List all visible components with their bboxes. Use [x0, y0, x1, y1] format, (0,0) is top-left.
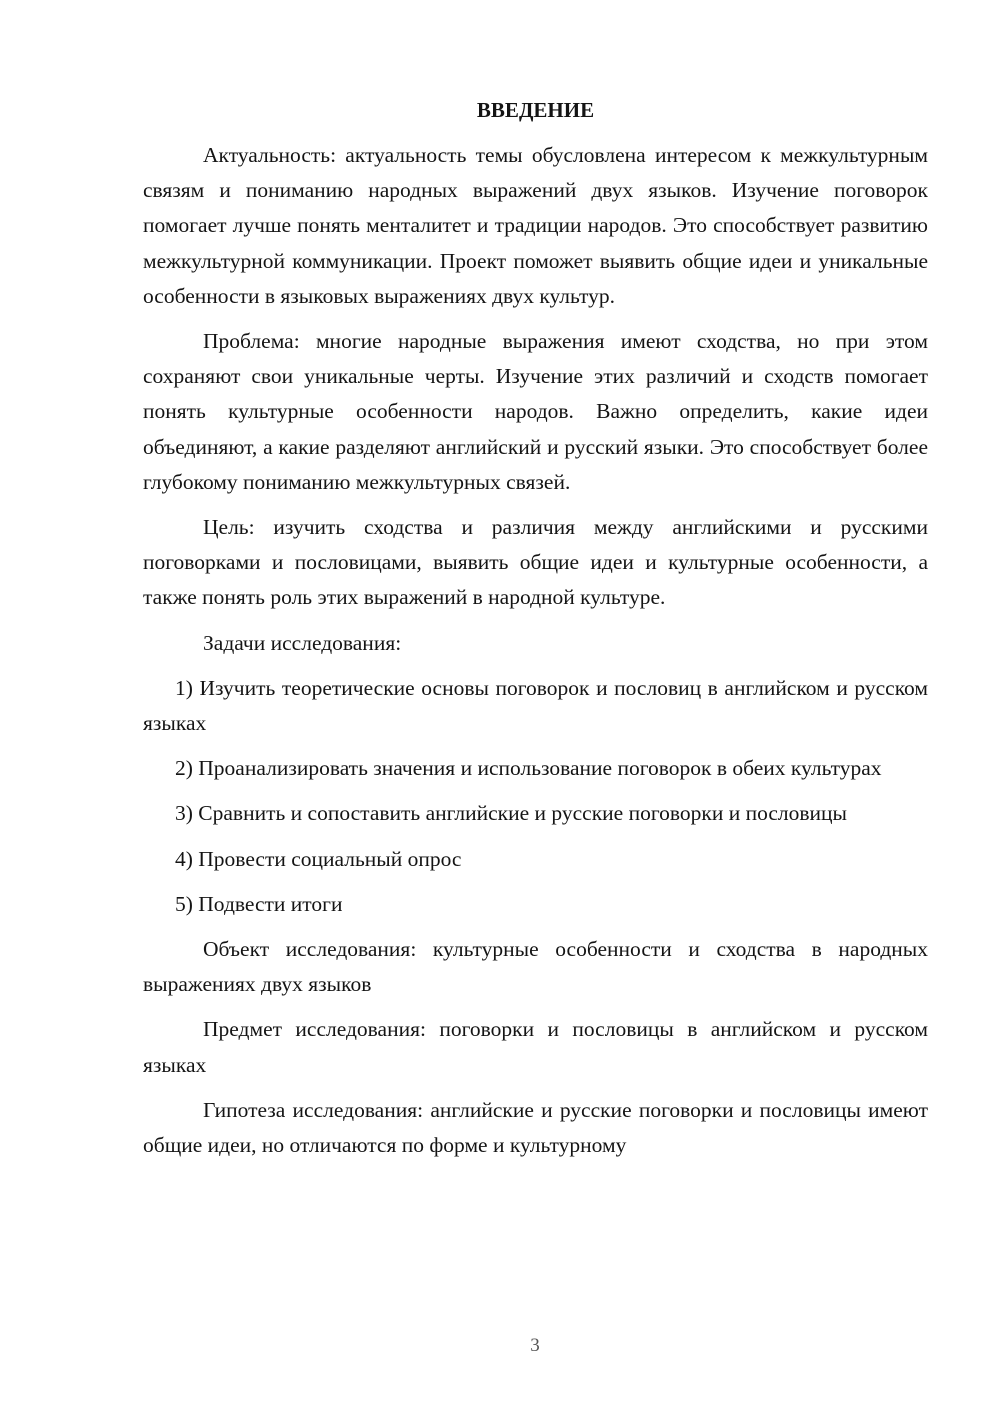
object-paragraph: Объект исследования: культурные особенности и сходства в народных выражениях двух языков — [143, 937, 928, 997]
hypothesis-paragraph: Гипотеза исследования: английские и русские поговорки и пословицы имеют общие идеи, но отличаются по форме и культурному — [143, 1097, 928, 1158]
problem-paragraph: Проблема: многие народные выражения имеют сходства, но при этом сохраняют свои уникальные черты. Изучение этих различий и сходств помогает понять культурные особенности народов. Важно определить, какие идеи объединяют, а какие разделяют английский и русский языки. Это способствует более глубокому пониманию межкультурных связей. — [143, 329, 928, 494]
task-item: 4) Провести социальный опрос — [175, 846, 462, 871]
goal-paragraph: Цель: изучить сходства и различия между английскими и русскими поговорками и пословицами, выявить общие идеи и культурные особенности, а также понять роль этих выражений в народной культуре. — [143, 515, 928, 610]
page-title: ВВЕДЕНИЕ — [476, 98, 595, 122]
task-item: 1) Изучить теоретические основы поговорок и пословиц в английском и русском языках — [143, 675, 928, 736]
task-item: 2) Проанализировать значения и использование поговорок в обеих культурах — [175, 756, 882, 781]
task-item: 3) Сравнить и сопоставить английские и русские поговорки и пословицы — [175, 801, 848, 826]
tasks-heading: Задачи исследования: — [203, 630, 402, 655]
task-item: 5) Подвести итоги — [175, 891, 343, 916]
relevance-paragraph: Актуальность: актуальность темы обусловлена интересом к межкультурным связям и пониманию народных выражений двух языков. Изучение поговорок помогает лучше понять менталитет и традиции народов. Это способствует развитию межкультурной коммуникации. Проект поможет выявить общие идеи и уникальные особенности в языковых выражениях двух культур. — [143, 143, 928, 308]
page-number: 3 — [530, 1335, 540, 1356]
document-page — [143, 95, 928, 1173]
subject-paragraph: Предмет исследования: поговорки и пословицы в английском и русском языках — [143, 1017, 928, 1077]
